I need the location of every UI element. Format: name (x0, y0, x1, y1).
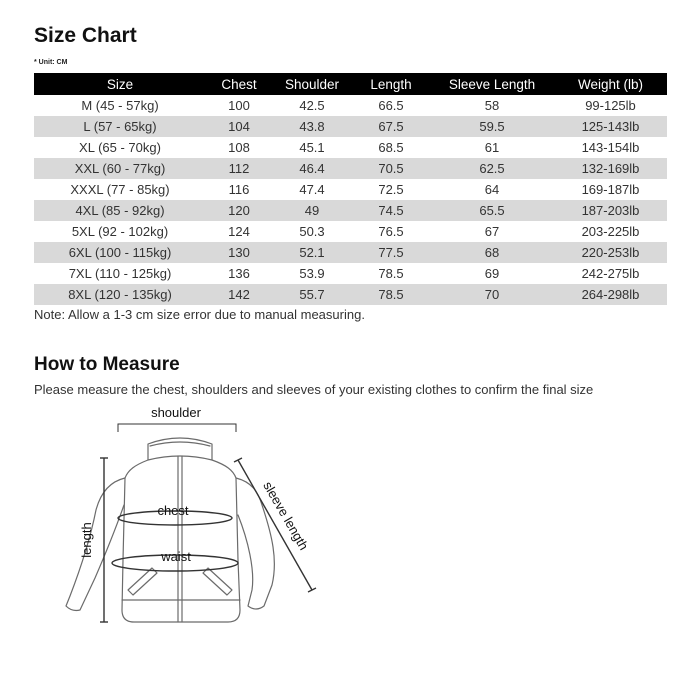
table-cell: 5XL (92 - 102kg) (34, 221, 206, 242)
table-cell: 125-143lb (554, 116, 667, 137)
how-to-measure-title: How to Measure (34, 354, 180, 375)
table-cell: 78.5 (352, 263, 430, 284)
table-cell: 264-298lb (554, 284, 667, 305)
table-cell: 68.5 (352, 137, 430, 158)
table-cell: 61 (430, 137, 554, 158)
table-cell: 70 (430, 284, 554, 305)
column-header-2: Shoulder (272, 73, 352, 95)
table-cell: 69 (430, 263, 554, 284)
sleeve-length-label: sleeve length (260, 478, 312, 553)
table-cell: 45.1 (272, 137, 352, 158)
table-cell: 47.4 (272, 179, 352, 200)
table-cell: 58 (430, 95, 554, 116)
table-cell: 136 (206, 263, 272, 284)
table-cell: 52.1 (272, 242, 352, 263)
table-cell: 116 (206, 179, 272, 200)
table-cell: 43.8 (272, 116, 352, 137)
table-cell: 78.5 (352, 284, 430, 305)
table-cell: 8XL (120 - 135kg) (34, 284, 206, 305)
table-cell: 143-154lb (554, 137, 667, 158)
table-cell: M (45 - 57kg) (34, 95, 206, 116)
table-cell: 100 (206, 95, 272, 116)
waist-label: waist (161, 549, 191, 564)
unit-label: * Unit: CM (34, 59, 68, 66)
table-cell: 104 (206, 116, 272, 137)
column-header-5: Weight (lb) (554, 73, 667, 95)
table-cell: XXXL (77 - 85kg) (34, 179, 206, 200)
size-chart-title: Size Chart (34, 24, 137, 47)
table-cell: 124 (206, 221, 272, 242)
measurement-note: Note: Allow a 1-3 cm size error due to manual measuring. (34, 307, 365, 322)
table-cell: 187-203lb (554, 200, 667, 221)
column-header-3: Length (352, 73, 430, 95)
jacket-left-pocket (128, 568, 157, 595)
table-cell: 64 (430, 179, 554, 200)
table-cell: 6XL (100 - 115kg) (34, 242, 206, 263)
table-cell: 62.5 (430, 158, 554, 179)
table-cell: 99-125lb (554, 95, 667, 116)
jacket-right-pocket (203, 568, 232, 595)
column-header-1: Chest (206, 73, 272, 95)
table-cell: 66.5 (352, 95, 430, 116)
table-cell: 55.7 (272, 284, 352, 305)
table-cell: 108 (206, 137, 272, 158)
table-cell: 112 (206, 158, 272, 179)
table-cell: 76.5 (352, 221, 430, 242)
table-cell: 46.4 (272, 158, 352, 179)
table-cell: 4XL (85 - 92kg) (34, 200, 206, 221)
table-cell: 42.5 (272, 95, 352, 116)
column-header-0: Size (34, 73, 206, 95)
table-cell: 65.5 (430, 200, 554, 221)
jacket-left-sleeve (66, 478, 125, 611)
table-cell: 50.3 (272, 221, 352, 242)
table-cell: 70.5 (352, 158, 430, 179)
table-cell: 68 (430, 242, 554, 263)
table-cell: 74.5 (352, 200, 430, 221)
table-cell: 203-225lb (554, 221, 667, 242)
table-cell: 77.5 (352, 242, 430, 263)
table-cell: XL (65 - 70kg) (34, 137, 206, 158)
table-cell: 142 (206, 284, 272, 305)
shoulder-label: shoulder (151, 405, 201, 420)
table-cell: 7XL (110 - 125kg) (34, 263, 206, 284)
table-cell: 132-169lb (554, 158, 667, 179)
table-cell: L (57 - 65kg) (34, 116, 206, 137)
table-cell: 67 (430, 221, 554, 242)
how-to-measure-subtitle: Please measure the chest, shoulders and sleeves of your existing clothes to confirm the final size (34, 382, 594, 397)
table-cell: 59.5 (430, 116, 554, 137)
table-cell: 130 (206, 242, 272, 263)
chest-label: chest (157, 503, 189, 518)
table-cell: 49 (272, 200, 352, 221)
column-header-4: Sleeve Length (430, 73, 554, 95)
table-cell: XXL (60 - 77kg) (34, 158, 206, 179)
table-cell: 169-187lb (554, 179, 667, 200)
table-cell: 67.5 (352, 116, 430, 137)
jacket-body-outline (122, 460, 240, 622)
table-cell: 220-253lb (554, 242, 667, 263)
table-cell: 242-275lb (554, 263, 667, 284)
table-cell: 120 (206, 200, 272, 221)
table-cell: 72.5 (352, 179, 430, 200)
jacket-collar (148, 438, 212, 460)
table-cell: 53.9 (272, 263, 352, 284)
length-label: length (79, 522, 94, 558)
